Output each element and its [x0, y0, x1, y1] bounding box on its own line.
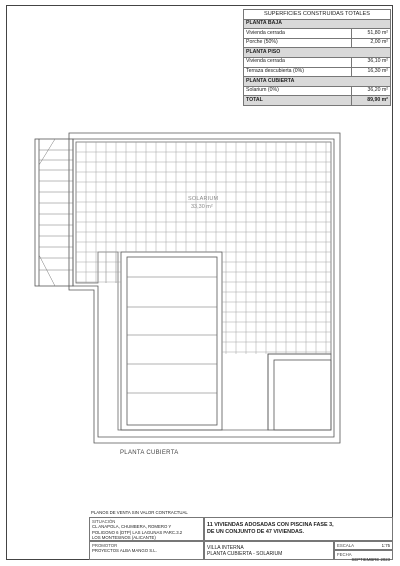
- row-label: Vivienda cerrada: [244, 29, 352, 39]
- room-name-label: SOLARIUM: [188, 196, 219, 202]
- fecha-value: SEPTIEMBRE 2023: [351, 557, 390, 563]
- stair-core: [121, 252, 222, 430]
- escala-value: 1:75: [381, 543, 390, 548]
- row-label: Porche (50%): [244, 38, 352, 48]
- fecha-label: FECHA: [337, 552, 352, 557]
- tile-grid: [76, 142, 331, 354]
- parapet-outline: [69, 133, 340, 443]
- situacion-label: SITUACIÓN: [92, 519, 116, 524]
- stair-treads: [39, 139, 73, 286]
- promotor-cell: [89, 541, 204, 560]
- title-block: [89, 510, 393, 563]
- core-slabs: [127, 277, 217, 393]
- situacion-cell: [89, 517, 204, 541]
- situacion-text: CL ANAPOLA, CHUMBERA, ROMERO Y POLIGONO 6 (DTP) LAS LAGUNAS PARC.3.2 LOS MONTESINOS (ALICANTE): [92, 524, 183, 540]
- section-planta-piso: PLANTA PISO: [244, 48, 391, 58]
- disclaimer: PLANOS DE VENTA SIN VALOR CONTRACTUAL: [91, 510, 188, 515]
- promotor-label: PROMOTOR: [92, 543, 118, 548]
- row-label: Solarium (0%): [244, 86, 352, 96]
- escala-cell: [334, 541, 393, 550]
- project-title: 11 VIVIENDAS ADOSADAS CON PISCINA FASE 3, DE UN CONJUNTO DE 47 VIVIENDAS.: [207, 522, 334, 535]
- drawing-label: PLANTA CUBIERTA: [120, 450, 179, 456]
- project-title-cell: [204, 517, 393, 541]
- escala-label: ESCALA: [337, 543, 354, 548]
- lower-block: [268, 354, 331, 430]
- room-area-label: 33,30 m²: [191, 204, 213, 210]
- fecha-cell: [334, 550, 393, 563]
- row-label: Vivienda cerrada: [244, 57, 352, 67]
- row-value: 36,20 m²: [352, 86, 391, 96]
- row-value: 36,10 m²: [352, 57, 391, 67]
- total-label: TOTAL: [244, 96, 352, 106]
- row-value: 2,00 m²: [352, 38, 391, 48]
- sheet-name: PLANTA CUBIERTA - SOLARIUM: [207, 551, 283, 557]
- sheet-name-cell: [204, 541, 334, 560]
- section-planta-baja: PLANTA BAJA: [244, 19, 391, 29]
- stair-outline: [35, 139, 73, 286]
- row-label: Terraza descubierta (0%): [244, 67, 352, 77]
- row-value: 51,80 m²: [352, 29, 391, 39]
- promotor-text: PROYECTOS ALBA MANGO S.L.: [92, 548, 157, 554]
- total-value: 89,90 m²: [352, 96, 391, 106]
- section-planta-cubierta: PLANTA CUBIERTA: [244, 77, 391, 87]
- row-value: 16,30 m²: [352, 67, 391, 77]
- villa-name: VILLA INTERNA: [207, 545, 244, 551]
- surfaces-table-title: SUPERFICIES CONSTRUIDAS TOTALES: [244, 10, 391, 20]
